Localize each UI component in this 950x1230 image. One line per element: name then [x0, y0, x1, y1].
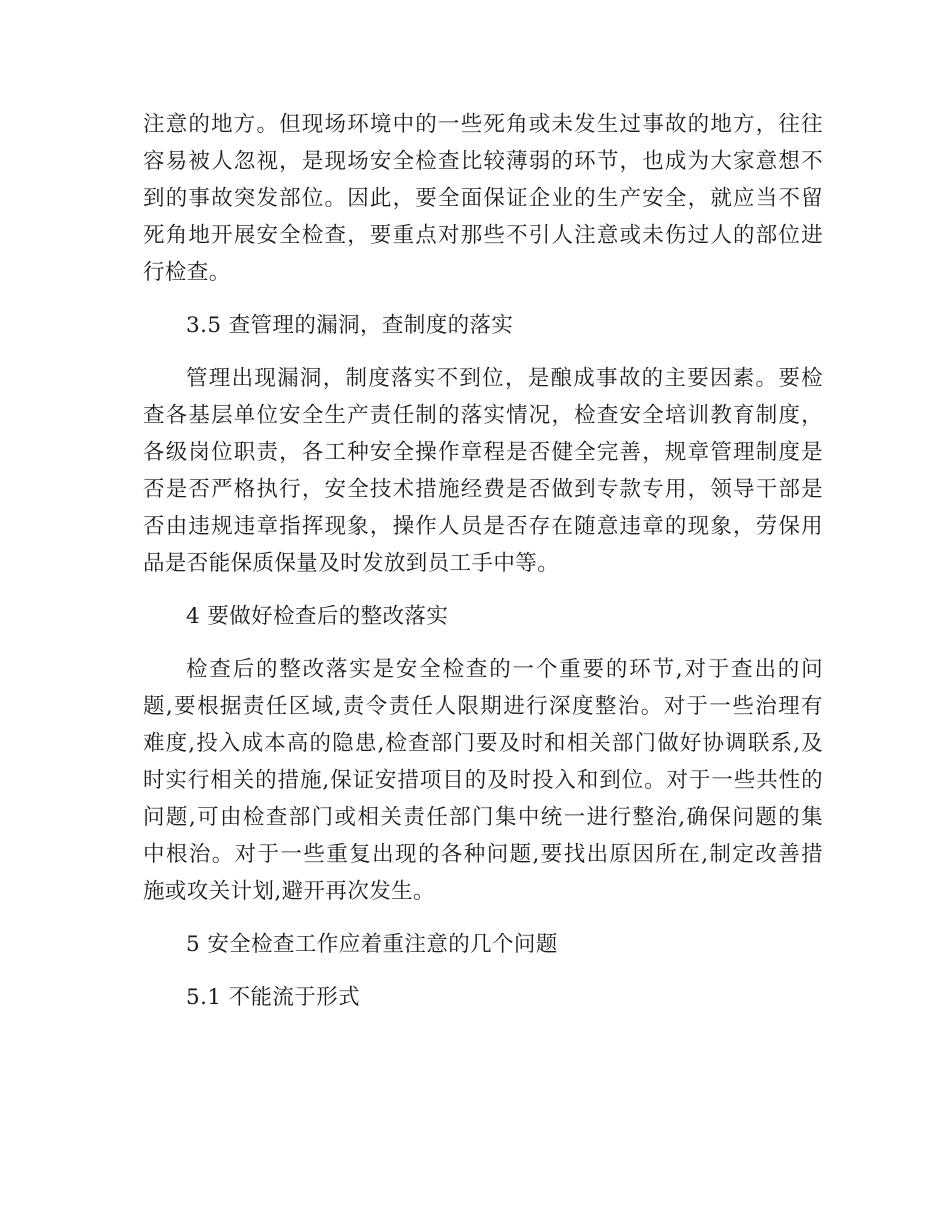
- text-line: 到的事故突发部位。因此，要全面保证企业的生产安全，就应当不留: [143, 186, 823, 211]
- text-line: 容易被人忽视，是现场安全检查比较薄弱的环节，也成为大家意想不: [143, 149, 823, 174]
- text-line: 施或攻关计划,避开再次发生。: [143, 879, 435, 904]
- text-line: 管理出现漏洞，制度落实不到位，是酿成事故的主要因素。要检: [186, 366, 823, 391]
- text-line: 中根治。对于一些重复出现的各种问题,要找出原因所在,制定改善措: [143, 842, 823, 867]
- text-line: 难度,投入成本高的隐患,检查部门要及时和相关部门做好协调联系,及: [143, 731, 823, 756]
- section-heading-3-5: 3.5 查管理的漏洞，查制度的落实: [186, 313, 514, 338]
- text-line: 否由违规违章指挥现象，操作人员是否存在随意违章的现象，劳保用: [143, 514, 823, 539]
- text-line: 题,要根据责任区域,责令责任人限期进行深度整治。对于一些治理有: [143, 694, 823, 719]
- text-line: 检查后的整改落实是安全检查的一个重要的环节,对于查出的问: [186, 657, 823, 682]
- text-line: 注意的地方。但现场环境中的一些死角或未发生过事故的地方，往往: [143, 112, 823, 137]
- section-heading-4: 4 要做好检查后的整改落实: [186, 604, 449, 629]
- text-line: 否是否严格执行，安全技术措施经费是否做到专款专用，领导干部是: [143, 477, 823, 502]
- section-heading-5-1: 5.1 不能流于形式: [186, 985, 361, 1010]
- text-line: 死角地开展安全检查，要重点对那些不引人注意或未伤过人的部位进: [143, 223, 823, 248]
- text-line: 问题,可由检查部门或相关责任部门集中统一进行整治,确保问题的集: [143, 805, 823, 830]
- text-line: 查各基层单位安全生产责任制的落实情况，检查安全培训教育制度，: [143, 403, 823, 428]
- text-line: 行检查。: [143, 260, 231, 285]
- text-line: 品是否能保质保量及时发放到员工手中等。: [143, 551, 560, 576]
- text-line: 时实行相关的措施,保证安措项目的及时投入和到位。对于一些共性的: [143, 768, 823, 793]
- section-heading-5: 5 安全检查工作应着重注意的几个问题: [186, 932, 558, 957]
- text-line: 各级岗位职责，各工种安全操作章程是否健全完善，规章管理制度是: [143, 440, 823, 465]
